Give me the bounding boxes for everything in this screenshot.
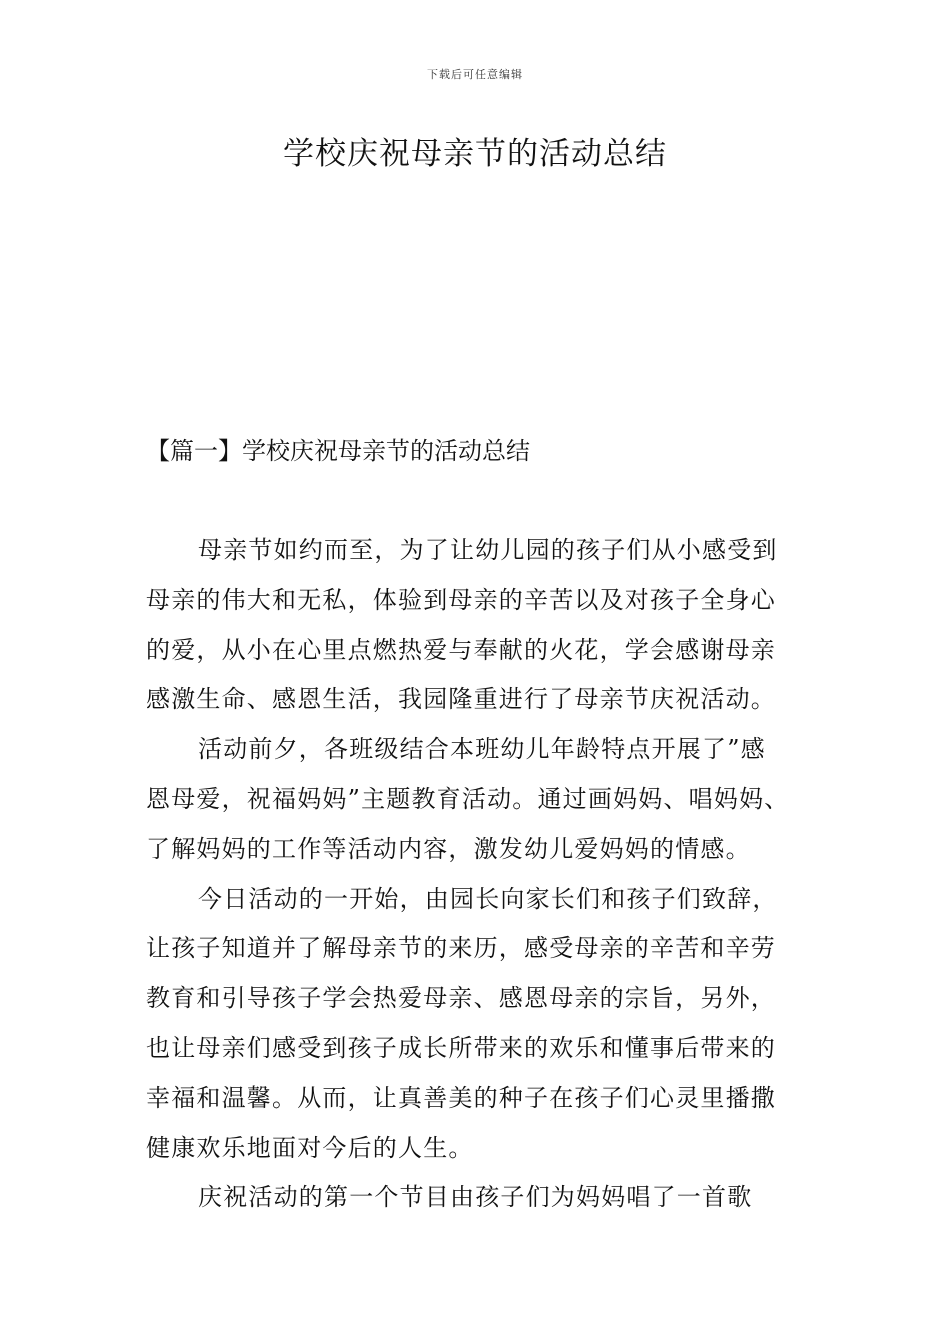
paragraph-3-line-2: 让孩子知道并了解母亲节的来历，感受母亲的辛苦和辛劳 [146, 934, 776, 963]
paragraph-1-line-4: 感激生命、感恩生活，我园隆重进行了母亲节庆祝活动。 [146, 685, 776, 714]
paragraph-1-line-3: 的爱，从小在心里点燃热爱与奉献的火花，学会感谢母亲 [146, 635, 776, 664]
header-note: 下载后可任意编辑 [427, 68, 523, 81]
section-heading: 【篇一】学校庆祝母亲节的活动总结 [146, 437, 530, 465]
paragraph-1-line-1: 母亲节如约而至，为了让幼儿园的孩子们从小感受到 [198, 536, 778, 564]
paragraph-3-line-5: 幸福和温馨。从而，让真善美的种子在孩子们心灵里播撒 [146, 1083, 776, 1112]
paragraph-3-line-3: 教育和引导孩子学会热爱母亲、感恩母亲的宗旨，另外， [146, 984, 776, 1013]
paragraph-3-line-6: 健康欢乐地面对今后的人生。 [146, 1133, 474, 1162]
paragraph-3-line-1: 今日活动的一开始，由园长向家长们和孩子们致辞， [198, 884, 778, 913]
body-text [146, 526, 826, 1223]
paragraph-1-line-2: 母亲的伟大和无私，体验到母亲的辛苦以及对孩子全身心 [146, 585, 776, 614]
paragraph-2-line-1: 活动前夕，各班级结合本班幼儿年龄特点开展了”感 [198, 735, 766, 764]
paragraph-4-line-1: 庆祝活动的第一个节目由孩子们为妈妈唱了一首歌 [198, 1183, 753, 1212]
paragraph-2-line-2: 恩母爱，祝福妈妈”主题教育活动。通过画妈妈、唱妈妈、 [146, 784, 790, 813]
paragraph-2-line-3: 了解妈妈的工作等活动内容，激发幼儿爱妈妈的情感。 [146, 834, 751, 863]
document-title: 学校庆祝母亲节的活动总结 [283, 136, 667, 172]
paragraph-3-line-4: 也让母亲们感受到孩子成长所带来的欢乐和懂事后带来的 [146, 1033, 776, 1062]
